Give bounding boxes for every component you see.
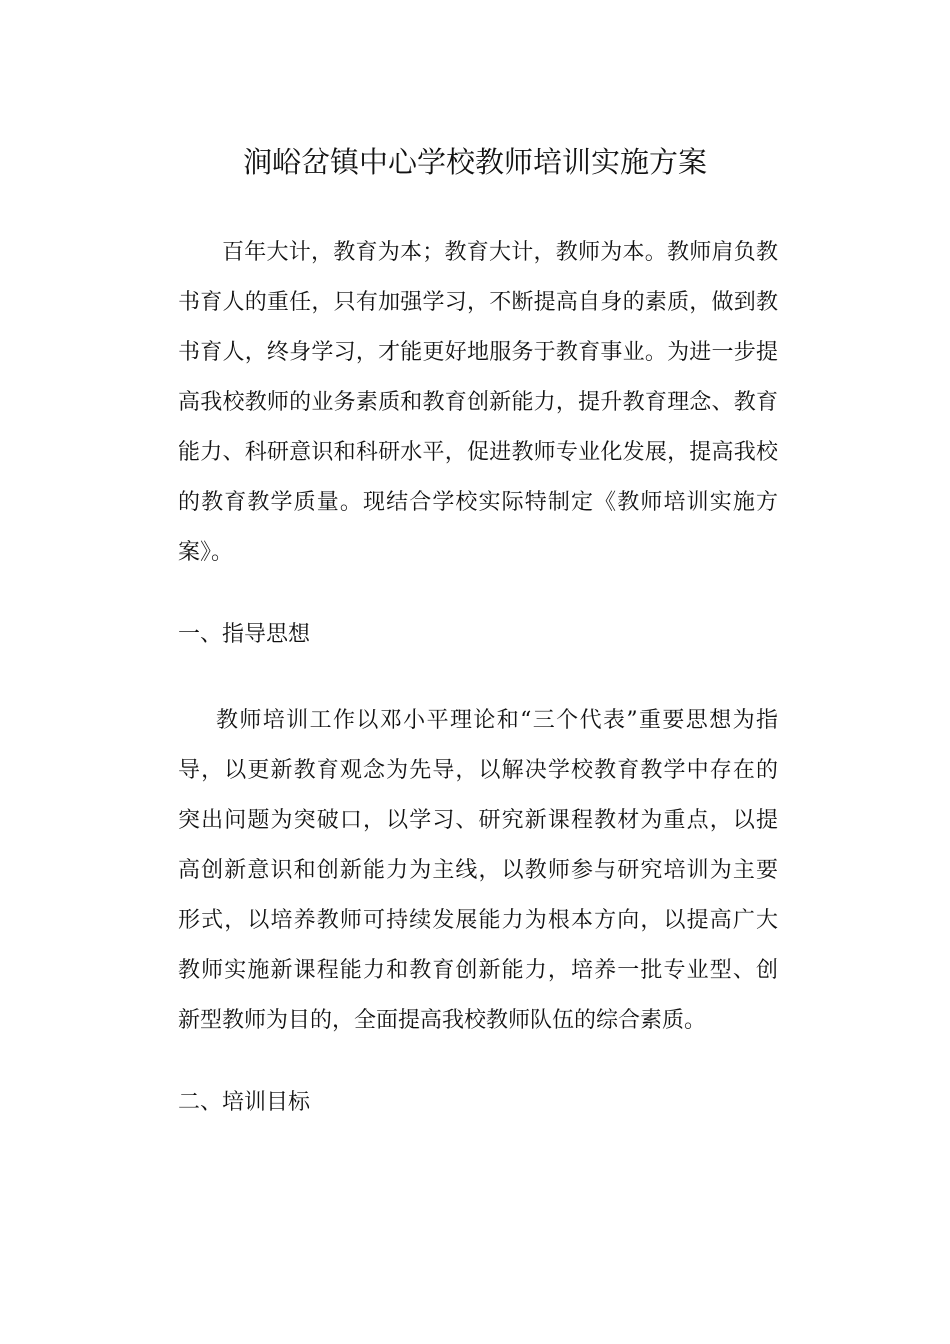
paragraph-line: 形式，以培养教师可持续发展能力为根本方向，以提高广大 — [178, 908, 778, 933]
document-title: 涧峪岔镇中心学校教师培训实施方案 — [242, 145, 707, 179]
paragraph-line: 突出问题为突破口，以学习、研究新课程教材为重点，以提 — [178, 808, 778, 833]
paragraph-line: 新型教师为目的，全面提高我校教师队伍的综合素质。 — [178, 1008, 707, 1033]
paragraph-line: 书育人，终身学习，才能更好地服务于教育事业。为进一步提 — [178, 340, 778, 365]
guiding-ideology-paragraph — [178, 696, 778, 1046]
paragraph-line: 导，以更新教育观念为先导，以解决学校教育教学中存在的 — [178, 758, 778, 783]
paragraph-line: 的教育教学质量。现结合学校实际特制定《教师培训实施方 — [178, 490, 778, 515]
paragraph-line: 高创新意识和创新能力为主线，以教师参与研究培训为主要 — [178, 858, 778, 883]
paragraph-line: 案》。 — [178, 540, 234, 565]
paragraph-line: 高我校教师的业务素质和教育创新能力，提升教育理念、教育 — [178, 390, 778, 415]
section-heading-training-goals: 二、培训目标 — [178, 1090, 311, 1115]
paragraph-line: 教师培训工作以邓小平理论和“三个代表”重要思想为指 — [216, 708, 778, 733]
section-heading-guiding-ideology: 一、指导思想 — [178, 622, 311, 647]
paragraph-line: 教师实施新课程能力和教育创新能力，培养一批专业型、创 — [178, 958, 778, 983]
paragraph-line: 能力、科研意识和科研水平，促进教师专业化发展，提高我校 — [178, 440, 778, 465]
intro-paragraph — [178, 228, 778, 578]
paragraph-line: 百年大计，教育为本；教育大计，教师为本。教师肩负教 — [222, 240, 778, 265]
paragraph-line: 书育人的重任，只有加强学习，不断提高自身的素质，做到教 — [178, 290, 778, 315]
